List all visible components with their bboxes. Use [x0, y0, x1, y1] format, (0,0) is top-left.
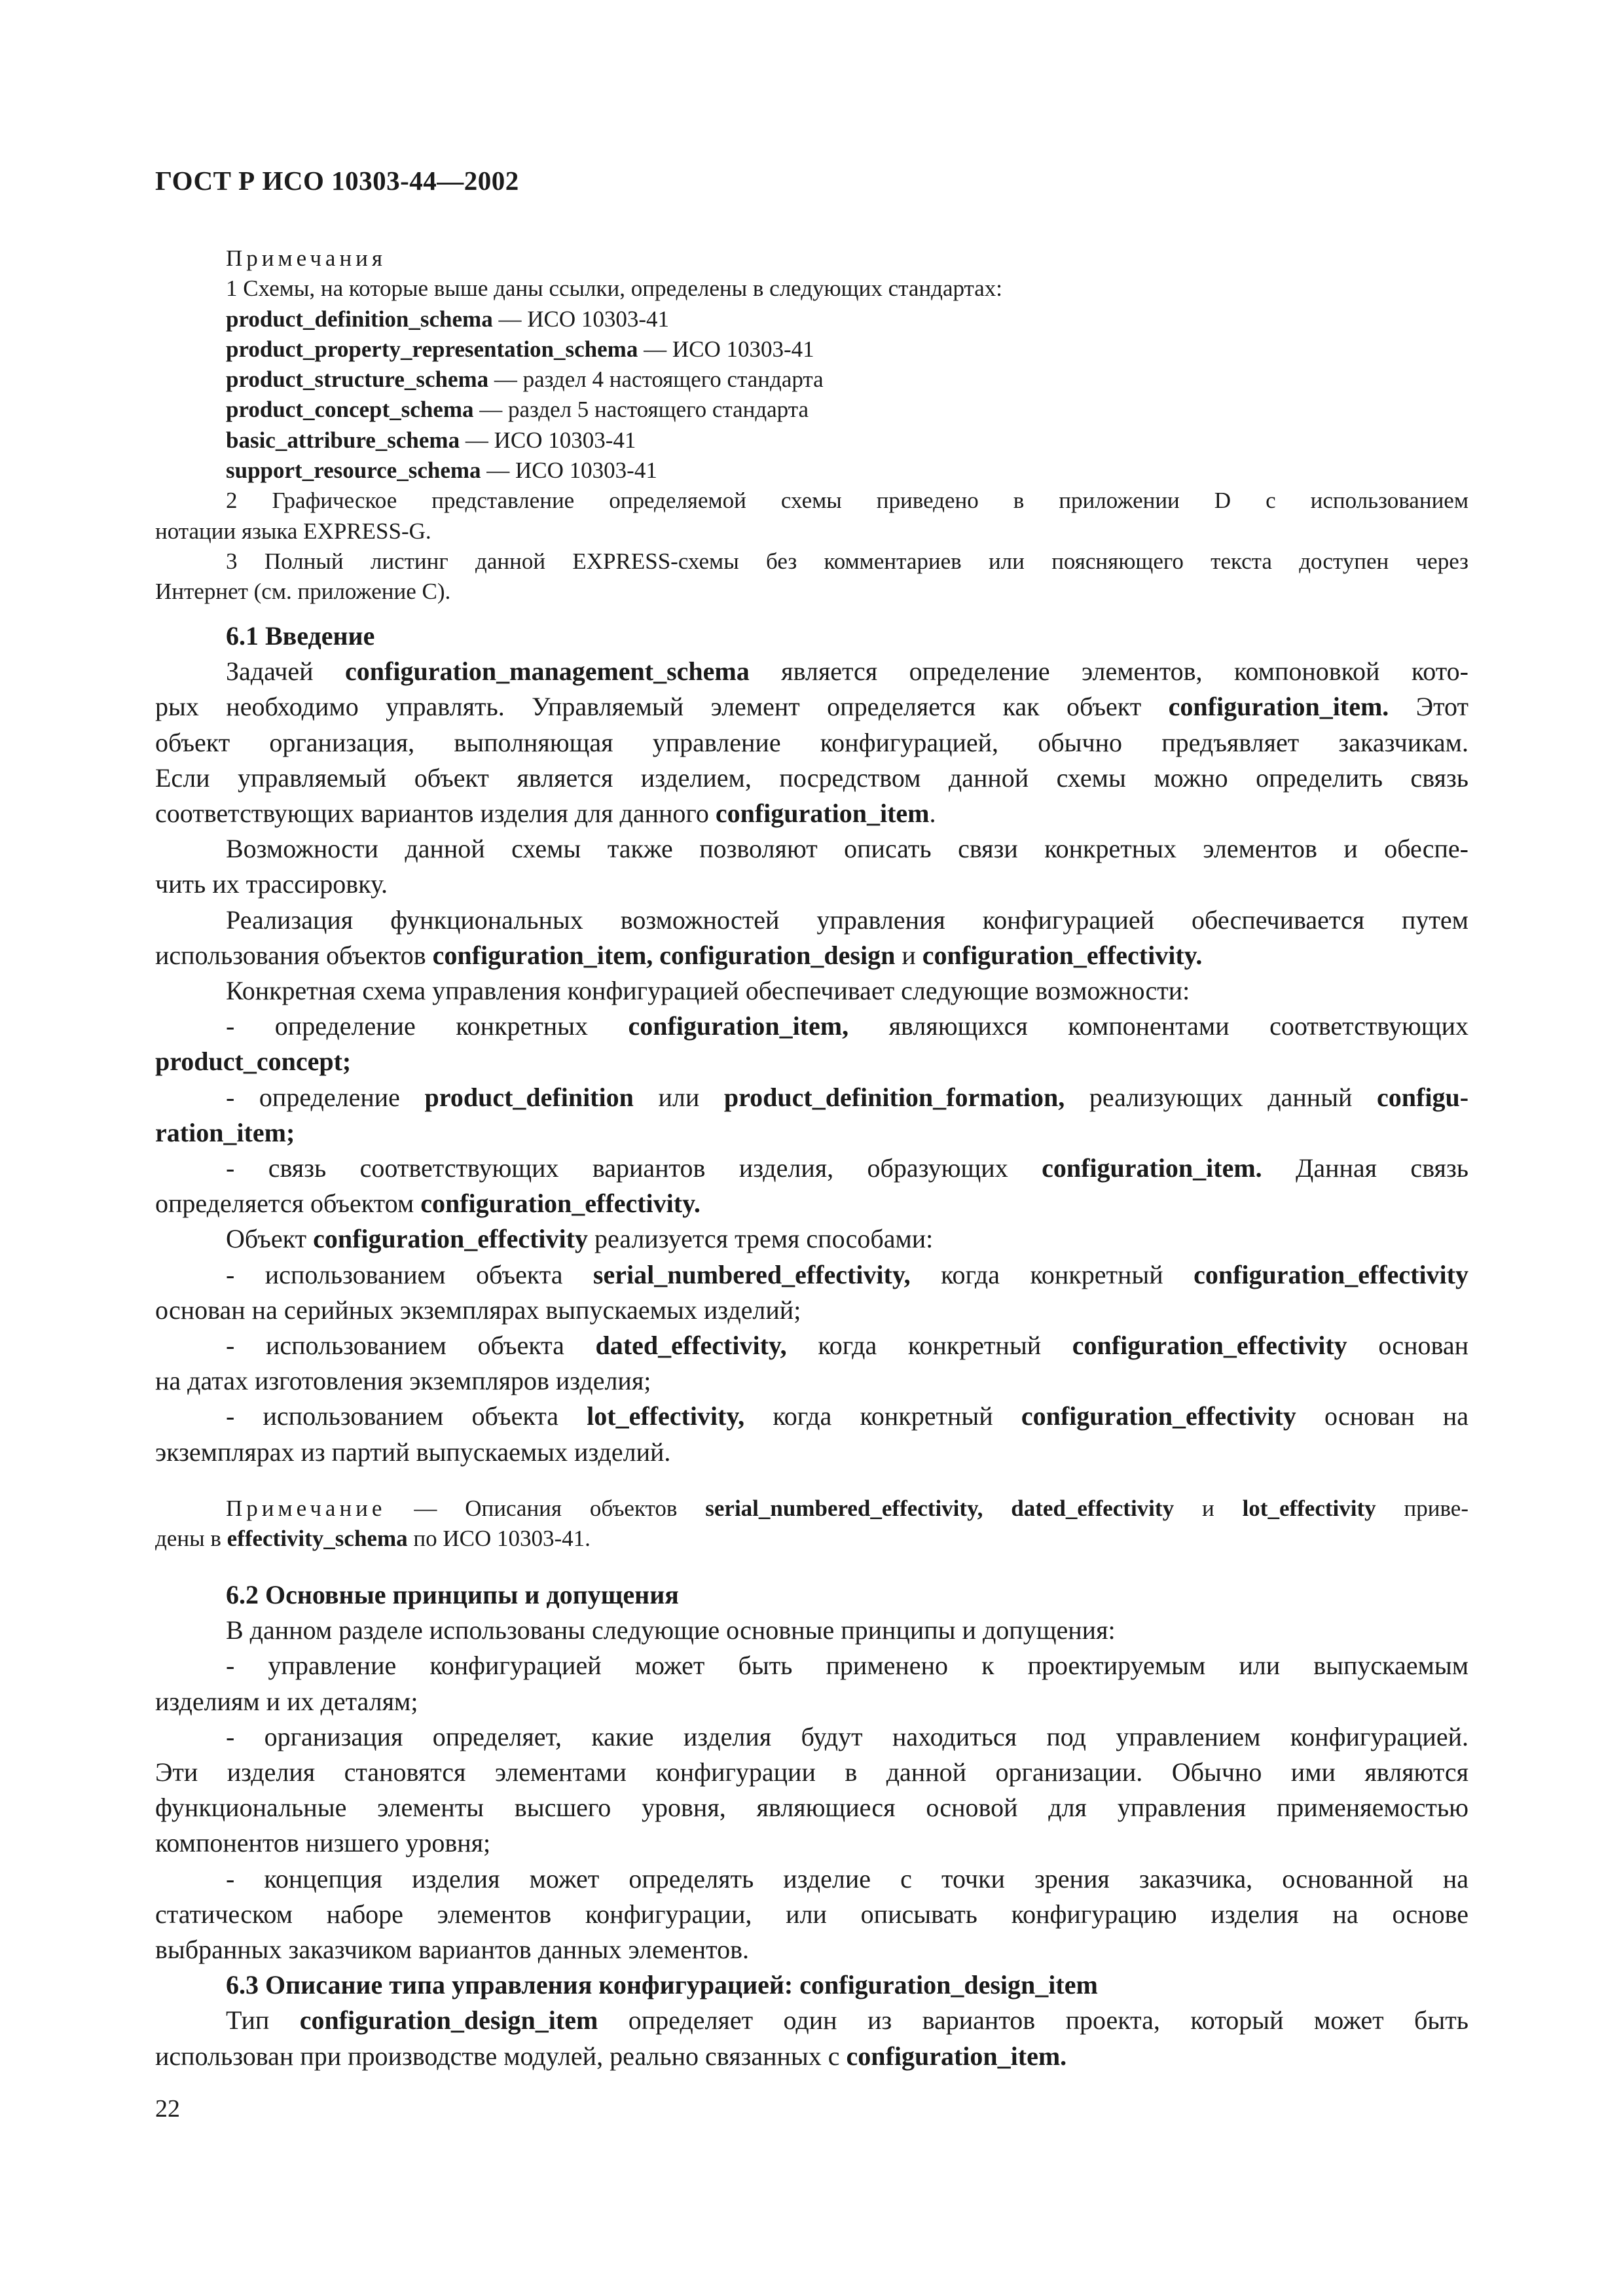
text-run: - использованием объекта — [226, 1331, 596, 1361]
schema-ref — [155, 334, 1468, 365]
text-run: дены в — [155, 1526, 227, 1552]
term: configuration_effectivity — [1072, 1331, 1347, 1361]
text-run: - определение — [226, 1082, 425, 1112]
section-6-2 — [155, 1577, 1468, 2074]
text-line: Если управляемый объект является изделием, посредством данной схемы можно определить связь — [155, 762, 1468, 793]
text-run: Тип — [226, 2005, 300, 2036]
text-run: основан — [1347, 1331, 1468, 1361]
term: configuration_management_schema — [345, 656, 750, 687]
term: configuration_effectivity — [1021, 1401, 1296, 1431]
text-run: . — [929, 798, 936, 829]
section-heading: 6.3 Описание типа управления конфигурацией: configuration_design_item — [226, 1970, 1098, 2000]
text-run: по ИСО 10303-41. — [407, 1526, 591, 1552]
list-item-line: - организация определяет, какие изделия будут находиться под управлением конфигурацией. — [226, 1721, 1468, 1751]
list-item-line — [155, 1009, 1468, 1044]
schema-source: — раздел 4 настоящего стандарта — [488, 367, 824, 393]
term: ration_item; — [155, 1117, 295, 1147]
schema-ref — [155, 456, 1468, 486]
term: configuration_effectivity — [313, 1224, 588, 1254]
term: dated_effectivity, — [595, 1331, 787, 1361]
list-item-line: основан на серийных экземплярах выпускаемых изделий; — [155, 1295, 801, 1325]
text-run: определяет один из вариантов проекта, который может быть — [598, 2005, 1468, 2036]
list-item-line: функциональные элементы высшего уровня, являющиеся основой для управления применяемостью — [155, 1793, 1468, 1823]
schema-ref — [155, 304, 1468, 334]
schema-source: — ИСО 10303-41 — [492, 306, 670, 332]
schema-name: product_property_representation_schema — [226, 336, 638, 362]
text-run: рых необходимо управлять. Управляемый элемент определяется как объект — [155, 692, 1169, 722]
note-line — [155, 1524, 1468, 1554]
text-run: реализуется тремя способами: — [587, 1224, 934, 1254]
note-6-1 — [155, 1494, 1468, 1554]
text-run: основан на — [1296, 1401, 1468, 1431]
schema-name: product_definition_schema — [226, 306, 493, 332]
schema-name: basic_attribure_schema — [226, 427, 460, 453]
list-item-line: - концепция изделия может определять изделие с точки зрения заказчика, основанной на — [226, 1863, 1468, 1893]
text-run: Данная связь — [1262, 1153, 1468, 1183]
schema-source: — раздел 5 настоящего стандарта — [473, 397, 809, 423]
text-line: Реализация функциональных возможностей управления конфигурацией обеспечивается путем — [226, 905, 1468, 935]
notes-title: Примечания — [226, 245, 387, 271]
term: product_definition_formation, — [723, 1082, 1065, 1112]
text-line: Конкретная схема управления конфигурацией обеспечивает следующие возможности: — [226, 976, 1190, 1006]
list-item-line: изделиям и их деталям; — [155, 1686, 418, 1716]
term: configuration_design_item — [299, 2005, 598, 2036]
term: configuration_item, — [628, 1011, 849, 1041]
notes-block — [155, 243, 1468, 607]
term: configuration_effectivity — [1194, 1259, 1468, 1289]
text-run: Этот — [1389, 692, 1469, 722]
text-run: использован при производстве модулей, реально связанных с — [155, 2041, 847, 2071]
text-line — [155, 654, 1468, 689]
term: configuration_effectivity. — [922, 940, 1203, 970]
text-run: - использованием объекта — [226, 1401, 587, 1431]
note-3-line: Интернет (см. приложение С). — [155, 579, 451, 605]
schema-name: product_concept_schema — [226, 397, 474, 423]
note-2-line: нотации языка EXPRESS-G. — [155, 518, 431, 544]
text-line — [155, 938, 1468, 973]
schema-name: product_structure_schema — [226, 367, 489, 393]
term: lot_effectivity, — [587, 1401, 745, 1431]
text-run: - связь соответствующих вариантов изделия, образующих — [226, 1153, 1042, 1183]
text-run: являющихся компонентами соответствующих — [848, 1011, 1468, 1041]
text-run: Объект — [226, 1224, 314, 1254]
text-run: и — [895, 940, 922, 970]
section-heading: 6.1 Введение — [226, 621, 375, 651]
list-item-line — [155, 1044, 1468, 1079]
text-run: — Описания объектов — [386, 1496, 706, 1521]
schema-ref — [155, 365, 1468, 395]
list-item-line — [155, 1257, 1468, 1293]
note-3-line: 3 Полный листинг данной EXPRESS-схемы без комментариев или поясняющего текста доступен через — [226, 548, 1468, 574]
list-item-line — [155, 1115, 1468, 1151]
schema-ref — [155, 395, 1468, 425]
schema-source: — ИСО 10303-41 — [638, 336, 814, 362]
term: configu- — [1377, 1082, 1469, 1112]
term: product_concept; — [155, 1047, 352, 1077]
term: serial_numbered_effectivity, dated_effectivity — [705, 1496, 1175, 1521]
text-line: объект организация, выполняющая управление конфигурацией, обычно предъявляет заказчикам. — [155, 727, 1468, 757]
list-item-line — [155, 1328, 1468, 1363]
text-run: когда конкретный — [786, 1331, 1072, 1361]
list-item-line: на датах изготовления экземпляров изделия; — [155, 1366, 651, 1396]
term: configuration_item, configuration_design — [432, 940, 896, 970]
term: serial_numbered_effectivity, — [593, 1259, 911, 1289]
list-item-line: Эти изделия становятся элементами конфигурации в данной организации. Обычно ими являются — [155, 1757, 1468, 1787]
list-item-line: выбранных заказчиком вариантов данных элементов. — [155, 1935, 749, 1965]
text-run: использования объектов — [155, 940, 433, 970]
text-line — [155, 1221, 1468, 1257]
schema-ref — [155, 425, 1468, 456]
text-run: - определение конкретных — [226, 1011, 629, 1041]
text-line — [155, 2003, 1468, 2038]
text-run: приве- — [1376, 1496, 1468, 1521]
list-item-line — [155, 1399, 1468, 1434]
text-run: когда конкретный — [744, 1401, 1021, 1431]
text-line — [155, 796, 1468, 831]
list-item-line — [155, 1186, 1468, 1221]
text-run: определяется объектом — [155, 1189, 421, 1219]
term: configuration_item. — [1168, 692, 1389, 722]
list-item-line — [155, 1151, 1468, 1186]
text-line: В данном разделе использованы следующие основные принципы и допущения: — [226, 1615, 1116, 1645]
schema-name: support_resource_schema — [226, 457, 481, 484]
list-item-line — [155, 1080, 1468, 1115]
text-run: и — [1174, 1496, 1243, 1521]
schema-source: — ИСО 10303-41 — [481, 457, 657, 484]
term: effectivity_schema — [227, 1526, 408, 1552]
schema-source: — ИСО 10303-41 — [460, 427, 636, 453]
list-item-line: статическом наборе элементов конфигурации, или описывать конфигурацию изделия на основе — [155, 1899, 1468, 1929]
text-run: когда конкретный — [910, 1259, 1194, 1289]
text-run: или — [633, 1082, 724, 1112]
text-line — [155, 2039, 1468, 2074]
text-run: - использованием объекта — [226, 1259, 593, 1289]
term: configuration_item — [715, 798, 930, 829]
term: configuration_effectivity. — [420, 1189, 701, 1219]
text-line: Возможности данной схемы также позволяют описать связи конкретных элементов и обеспе- — [226, 834, 1468, 864]
text-run: реализующих данный — [1065, 1082, 1377, 1112]
section-heading: 6.2 Основные принципы и допущения — [226, 1580, 679, 1609]
page-number: 22 — [155, 2095, 180, 2123]
note-label: Примечание — [226, 1496, 386, 1521]
note-line — [155, 1494, 1468, 1524]
note-1-intro: 1 Схемы, на которые выше даны ссылки, определены в следующих стандартах: — [226, 276, 1003, 302]
text-run: является определение элементов, компоновкой кото- — [749, 656, 1469, 687]
term: product_definition — [424, 1082, 634, 1112]
list-item-line: компонентов низшего уровня; — [155, 1828, 491, 1858]
text-line — [155, 689, 1468, 725]
document-header: ГОСТ Р ИСО 10303-44—2002 — [155, 166, 519, 196]
term: lot_effectivity — [1242, 1496, 1376, 1521]
term: configuration_item. — [1042, 1153, 1262, 1183]
text-run: Задачей — [226, 656, 346, 687]
list-item-line: - управление конфигурацией может быть применено к проектируемым или выпускаемым — [226, 1651, 1468, 1681]
list-item-line: экземплярах из партий выпускаемых изделий. — [155, 1437, 671, 1467]
text-line: чить их трассировку. — [155, 869, 388, 899]
note-2-line: 2 Графическое представление определяемой схемы приведено в приложении D с использованием — [226, 488, 1468, 514]
term: configuration_item. — [846, 2041, 1067, 2071]
text-run: соответствующих вариантов изделия для данного — [155, 798, 716, 829]
section-6-1 — [155, 619, 1468, 1470]
